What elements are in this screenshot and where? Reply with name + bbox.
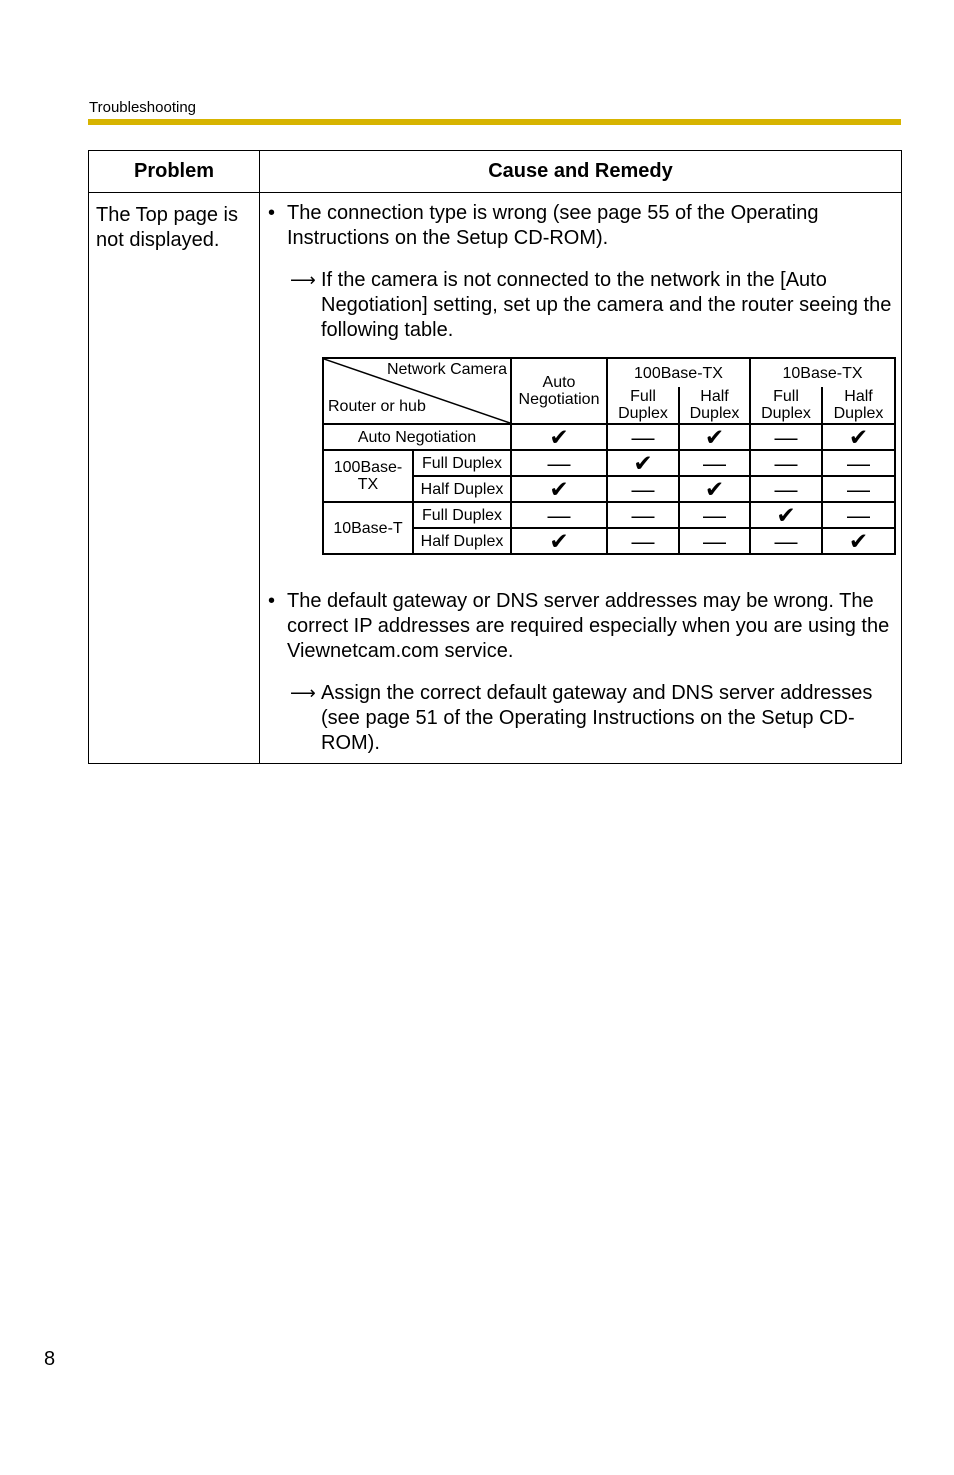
mark-cell: —	[511, 502, 607, 528]
col-10-half: Half Duplex	[822, 387, 895, 424]
running-header: Troubleshooting	[89, 99, 197, 116]
col-100-full: Full Duplex	[607, 387, 679, 424]
compat-corner-cell	[323, 358, 511, 424]
mark-cell: —	[607, 528, 679, 554]
mark-cell: ✔	[511, 528, 607, 554]
header-rule	[88, 119, 901, 125]
problem-column-header: Problem	[89, 151, 260, 193]
mark-cell: —	[822, 476, 895, 502]
mark-cell: —	[607, 424, 679, 450]
cause-text: The connection type is wrong (see page 55 of the Operating Instructions on the Setup CD-ROM).	[287, 202, 819, 249]
router-10base-label: 10Base-T	[323, 502, 413, 554]
mark-cell: ✔	[750, 502, 822, 528]
mark-cell: ✔	[511, 424, 607, 450]
mark-cell: ✔	[679, 476, 750, 502]
row-auto-negotiation-label: Auto Negotiation	[323, 424, 511, 450]
col-10-full: Full Duplex	[750, 387, 822, 424]
mark-cell: —	[607, 476, 679, 502]
mark-cell: —	[750, 476, 822, 502]
problem-text: The Top page is not displayed.	[96, 204, 238, 251]
mark-cell: ✔	[607, 450, 679, 476]
arrow-right-icon: ⟶	[290, 270, 316, 290]
remedy-item	[268, 681, 893, 756]
arrow-right-icon: ⟶	[290, 683, 316, 703]
mark-cell: —	[750, 424, 822, 450]
mark-cell: —	[679, 528, 750, 554]
mark-cell: —	[822, 502, 895, 528]
remedy-item	[268, 268, 893, 343]
bullet-icon: •	[268, 590, 276, 612]
compat-row-auto	[323, 424, 895, 450]
mark-cell: —	[607, 502, 679, 528]
cause-text: The default gateway or DNS server addresses may be wrong. The correct IP addresses are required especially when you are using the Viewnetcam.com service.	[287, 590, 890, 662]
network-camera-label: Network Camera	[386, 361, 507, 378]
router-100base-label: 100Base-TX	[323, 450, 413, 502]
cause-column-header: Cause and Remedy	[260, 151, 902, 193]
table-row	[89, 193, 902, 764]
table-header-row	[89, 151, 902, 193]
row-full-duplex-label: Full Duplex	[413, 450, 511, 476]
page-number: 8	[44, 1348, 56, 1370]
row-full-duplex-label: Full Duplex	[413, 502, 511, 528]
mark-cell: ✔	[679, 424, 750, 450]
mark-cell: —	[511, 450, 607, 476]
remedy-text: Assign the correct default gateway and DNS server addresses (see page 51 of the Operating Instructions on the Setup CD-ROM).	[321, 682, 873, 754]
mark-cell: —	[750, 450, 822, 476]
mark-cell: ✔	[822, 528, 895, 554]
troubleshooting-table	[88, 150, 902, 764]
cause-bullet	[268, 201, 893, 251]
mark-cell: ✔	[511, 476, 607, 502]
mark-cell: ✔	[822, 424, 895, 450]
compat-row-10-full	[323, 502, 895, 528]
cause-remedy-cell	[260, 193, 902, 764]
router-hub-label: Router or hub	[328, 398, 426, 415]
row-half-duplex-label: Half Duplex	[413, 476, 511, 502]
compat-header-row-1	[323, 358, 895, 387]
bullet-icon: •	[268, 202, 276, 224]
mark-cell: —	[750, 528, 822, 554]
col-group-100base: 100Base-TX	[607, 358, 750, 387]
mark-cell: —	[679, 502, 750, 528]
connection-compatibility-table	[322, 357, 896, 555]
problem-cell	[89, 193, 260, 764]
row-half-duplex-label: Half Duplex	[413, 528, 511, 554]
remedy-text: If the camera is not connected to the network in the [Auto Negotiation] setting, set up the camera and the router seeing the following table.	[321, 269, 892, 341]
col-group-10base: 10Base-TX	[750, 358, 895, 387]
compat-row-100-full	[323, 450, 895, 476]
col-100-half: Half Duplex	[679, 387, 750, 424]
auto-negotiation-col-header: Auto Negotiation	[511, 358, 607, 424]
mark-cell: —	[679, 450, 750, 476]
mark-cell: —	[822, 450, 895, 476]
cause-bullet	[268, 589, 893, 664]
